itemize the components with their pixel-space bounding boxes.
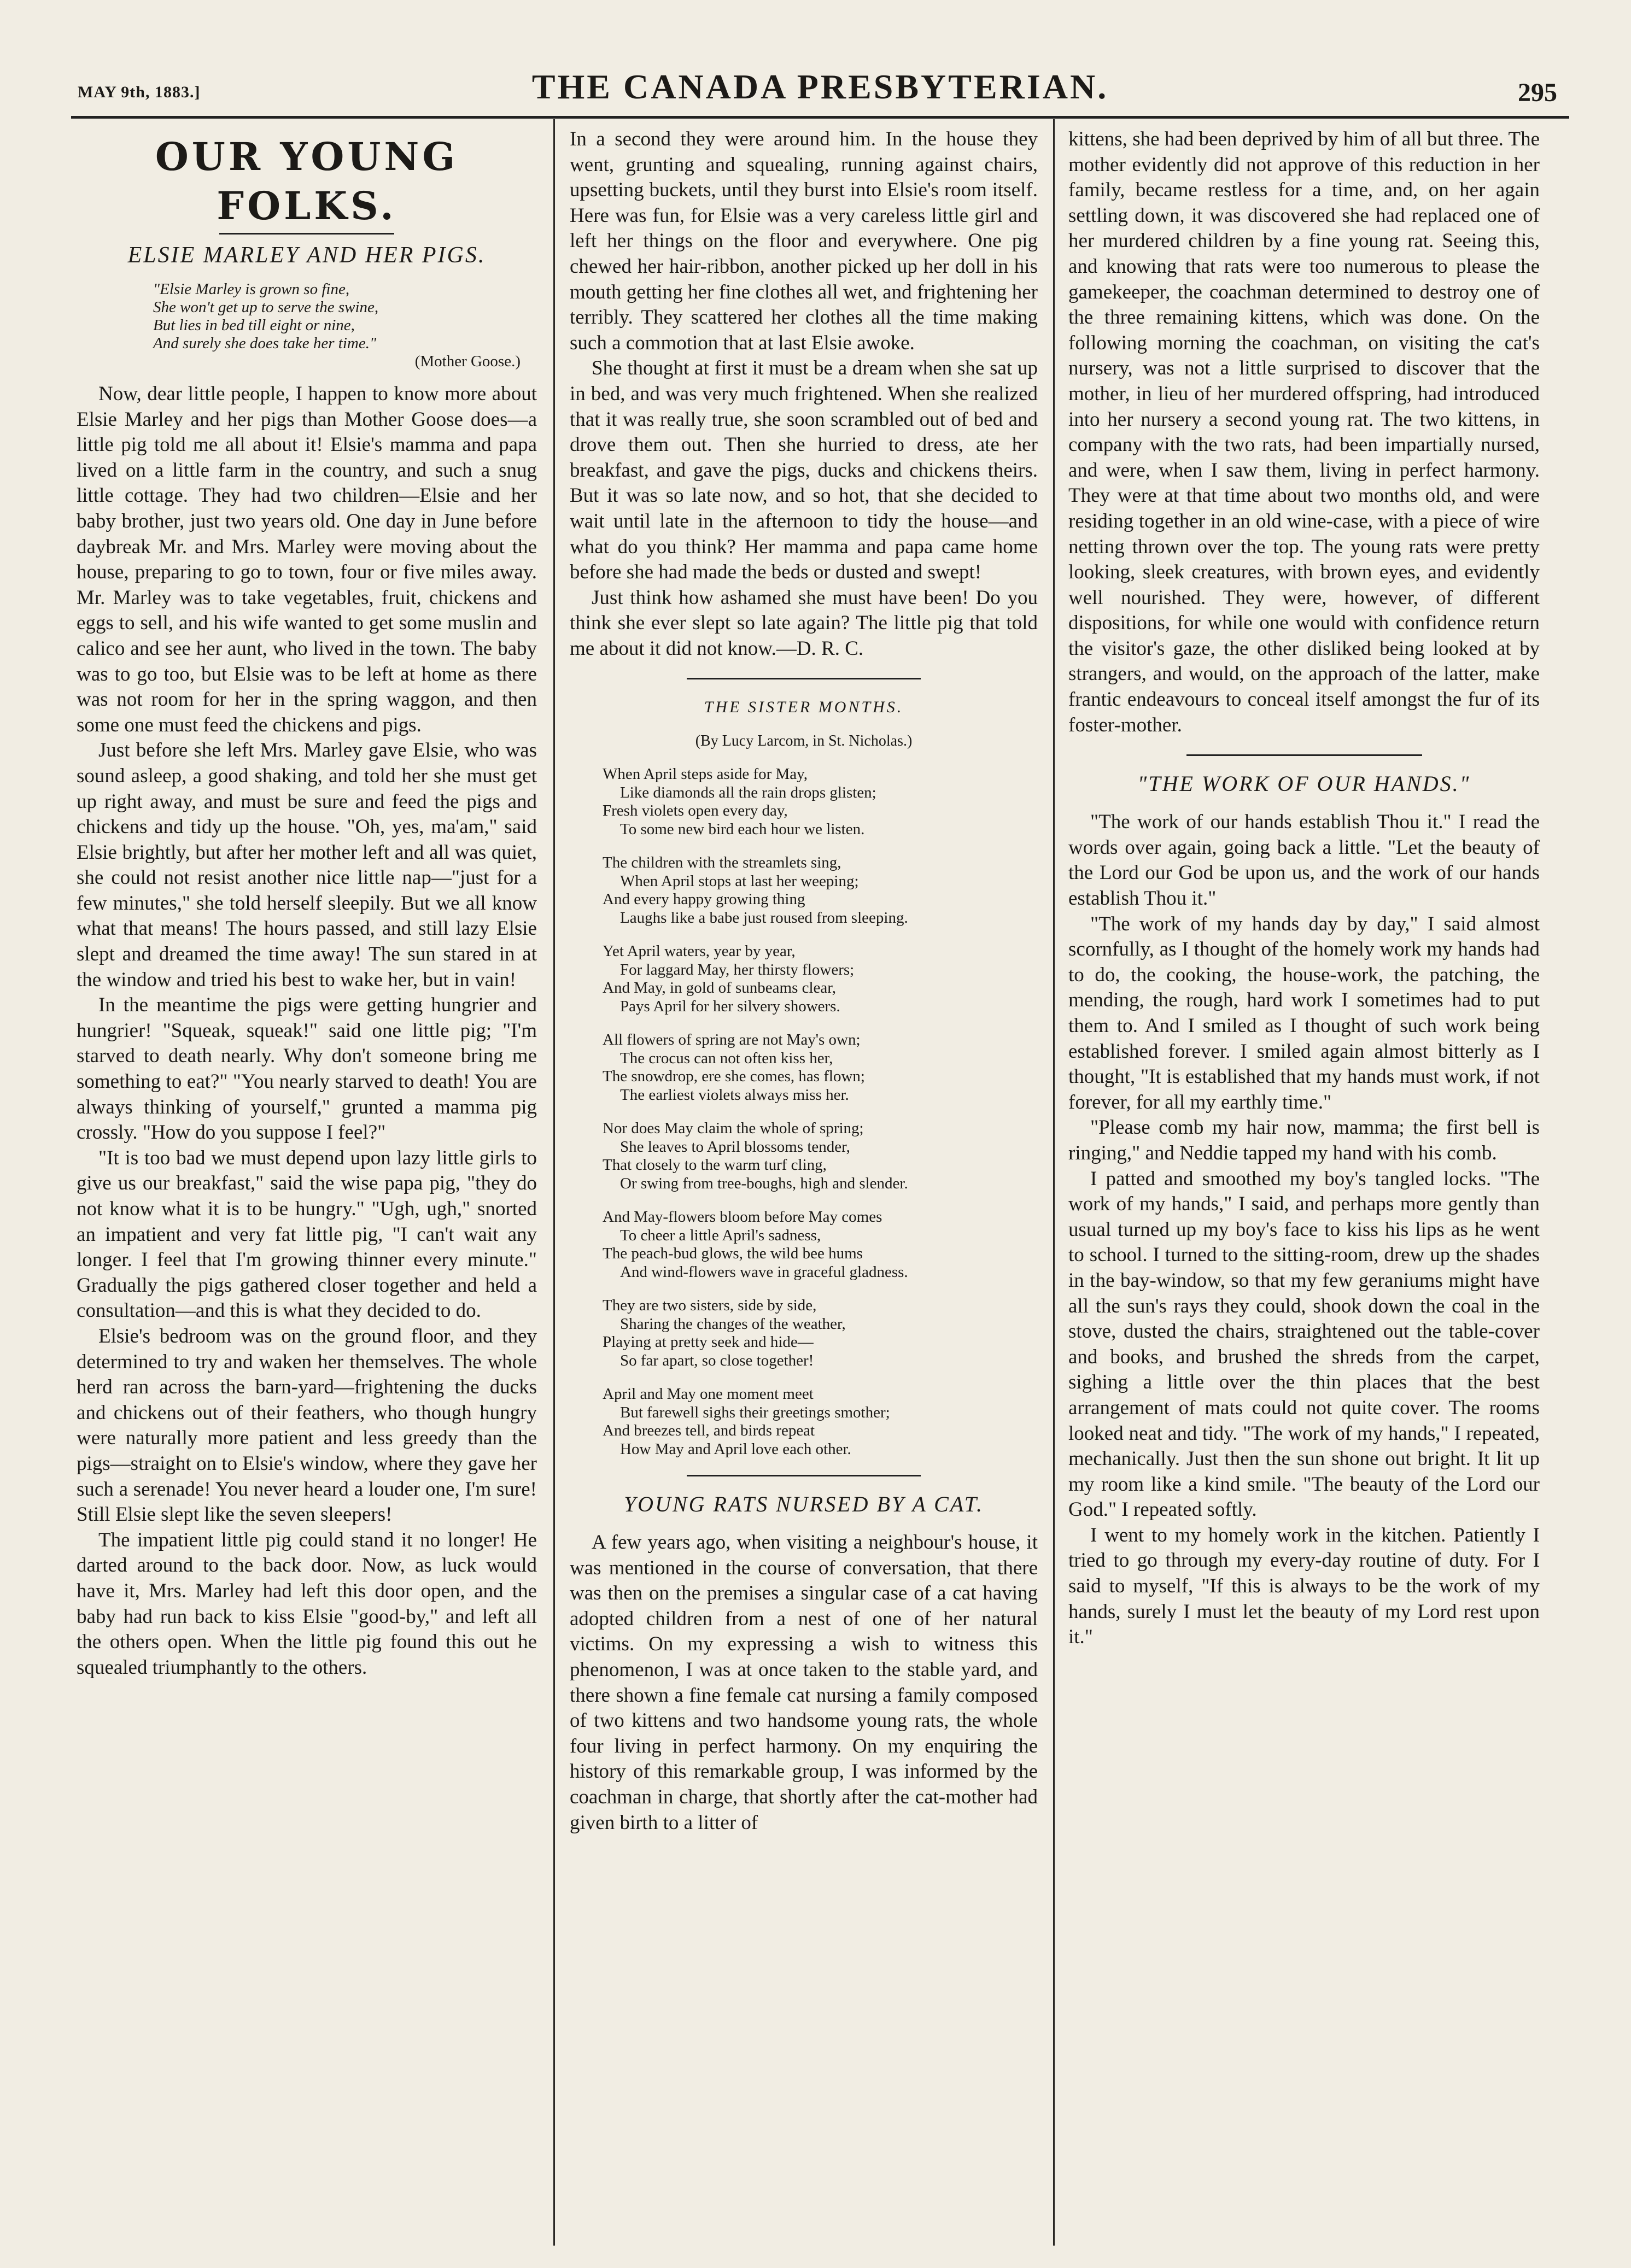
poem-line: They are two sisters, side by side, [603,1297,817,1315]
poem-line: That closely to the warm turf cling, [603,1156,827,1174]
poem-line: Nor does May claim the whole of spring; [603,1120,864,1138]
poem-line: How May and April love each other. [620,1440,851,1458]
paragraph: Elsie's bedroom was on the ground floor, and they determined to try and waken her themselves. The whole herd ran across the barn-yard—frightening the ducks and chickens out of their feathers, who though hungry were naturally more patient and less greedy than the pigs—straight on to Elsie's window, where they gave her such a serenade! You never heard a louder one, I'm sure! Still Elsie slept like the seven sleepers! [77,1325,537,1526]
paragraph: Just before she left Mrs. Marley gave Elsie, who was sound asleep, a good shaking, and told her she must get up right away, and must be sure and feed the pigs and chickens and tidy up the house. "Oh, yes, ma'am," said Elsie brightly, but after her mother left and all was quiet, she could not resist another nice little nap—"just for a few minutes," she told herself sleepily. But we all know what that means! The hours passed, and still lazy Elsie slept and dreamed the time away! The sun stared in at the window and tried his best to wake her, but in vain! [77,739,537,991]
section-rule [1186,754,1422,756]
page-number: 295 [1518,78,1557,107]
column-3 [1068,127,1540,1650]
epigraph-line: But lies in bed till eight or nine, [153,317,355,334]
poem-line: But farewell sighs their greetings smother; [620,1403,890,1421]
poem-line: And May-flowers bloom before May comes [603,1208,882,1226]
page-header [71,61,1569,121]
paragraph: "The work of our hands establish Thou it." I read the words over again, going back a little. "Let the beauty of the Lord our God be upon us, and the work of our hands establish Thou it." [1068,811,1540,910]
poem [603,765,1038,1458]
poem-stanza [603,1120,1038,1193]
poem-line: The children with the streamlets sing, [603,854,841,872]
paragraph: I patted and smoothed my boy's tangled locks. "The work of my hands," I said, and perhaps more gently than usual turned up my boy's face to kiss his lips as he went to school. I turned to the sitting-room, drew up the shades in the bay-window, so that my few geraniums might have all the sun's rays they could, shook down the coal in the stove, dusted the chairs, straightened out the table-cover and books, and brushed the shreds from the carpet, sighing a little over the thin places that the best arrangement of mats could not quite cover. The rooms looked neat and tidy. "The work of my hands," I repeated, mechanically. Just then the sun shone out bright. It lit up my room like a kind smile. "The beauty of the Lord our God." I repeated softly. [1068,1167,1540,1521]
epigraph-line: She won't get up to serve the swine, [153,298,379,316]
story-title-work: "THE WORK OF OUR HANDS." [1137,771,1471,796]
epigraph-source: (Mother Goose.) [414,353,521,370]
poem-line: The peach-bud glows, the wild bee hums [603,1245,863,1263]
story-title-rats: YOUNG RATS NURSED BY A CAT. [623,1492,984,1517]
section-rule [687,1475,921,1476]
poem-line: To cheer a little April's sadness, [620,1226,821,1244]
poem-byline: (By Lucy Larcom, in St. Nicholas.) [695,732,913,750]
paragraph: Just think how ashamed she must have been! Do you think she ever slept so late again? The little pig that told me about it did not know.—D. R. C. [570,586,1038,660]
poem-stanza [603,854,1038,927]
epigraph-line: And surely she does take her time." [153,335,377,352]
poem-line: All flowers of spring are not May's own; [603,1031,861,1049]
poem-line: The earliest violets always miss her. [620,1086,849,1104]
poem-line: So far apart, so close together! [620,1351,814,1369]
column-divider-1 [553,119,555,2246]
epigraph-line: "Elsie Marley is grown so fine, [153,280,350,298]
paragraph: kittens, she had been deprived by him of all but three. The mother evidently did not approve of this reduction in her family, became restless for a time, and, on her again settling down, it was discovered she had replaced one of her murdered children by a fine young rat. Seeing this, and knowing that rats were too numerous to please the gamekeeper, the coachman determined to destroy one of the three remaining kittens, which was done. On the following morning the coachman, on visiting the cat's nursery, was not a little surprised to discover that the mother, in lieu of her murdered offspring, had introduced into her nursery a second young rat. The two kittens, in company with the two rats, had been impartially nursed, and were, when I saw them, living in perfect harmony. They were at that time about two months old, and were residing together in an old wine-case, with a piece of wire netting thrown over the top. The young rats were pretty looking, sleek creatures, with brown eyes, and evidently well nourished. They were, however, of different dispositions, for while one would with confidence return the visitor's gaze, the other disliked being looked at by strangers, and would, on the approach of the latter, make frantic endeavours to conceal itself amongst the fur of its foster-mother. [1068,128,1540,736]
epigraph [153,280,537,371]
poem-line: Playing at pretty seek and hide— [603,1333,814,1351]
column-divider-2 [1053,119,1055,2246]
poem-line: And breezes tell, and birds repeat [603,1422,815,1440]
section-masthead: OUR YOUNG FOLKS. [155,134,459,228]
poem-line: And every happy growing thing [603,890,805,909]
header-rule [71,116,1569,119]
poem-stanza [603,942,1038,1016]
story-title-elsie: ELSIE MARLEY AND HER PIGS. [127,243,486,268]
masthead-rule [219,233,394,235]
column-1 [77,127,537,1680]
paragraph: In a second they were around him. In the house they went, grunting and squealing, running against chairs, upsetting buckets, until they burst into Elsie's room itself. Here was fun, for Elsie was a very careless little girl and left her things on the floor and everywhere. One pig chewed her hair-ribbon, another picked up her doll in his mouth getting her fine clothes all wet, and frightening her terribly. They scattered her clothes all the time making such a commotion that at last Elsie awoke. [570,128,1038,354]
paragraph: "It is too bad we must depend upon lazy little girls to give us our breakfast," said the wise papa pig, "they do not know what it is to be hungry." "Ugh, ugh," snorted an impatient and very fat little pig, "I can't wait any longer. I feel that I'm growing thinner every minute." Gradually the pigs gathered closer together and held a consultation—and this is what they decided to do. [77,1146,537,1322]
poem-line: The crocus can not often kiss her, [620,1049,833,1067]
paragraph: "Please comb my hair now, mamma; the first bell is ringing," and Neddie tapped my hand with his comb. [1068,1116,1540,1164]
poem-line: Like diamonds all the rain drops glisten; [620,783,876,801]
paragraph: I went to my homely work in the kitchen. Patiently I tried to go through my every-day routine of duty. For I said to myself, "If this is always to be the work of my hands, surely I must let the beauty of my Lord rest upon it." [1068,1523,1540,1649]
poem-stanza [603,1297,1038,1370]
paragraph: She thought at first it must be a dream when she sat up in bed, and was very much frightened. When she realized that it was really true, she soon scrambled out of bed and drove them out. Then she hurried to dress, ate her breakfast, and gave the pigs, ducks and chickens theirs. But it was so late now, and so hot, that she decided to wait until late in the afternoon to tidy the house—and what do you think? Her mamma and papa came home before she had made the beds or dusted and swept! [570,357,1038,584]
poem-line: To some new bird each hour we listen. [620,820,865,838]
poem-line: And wind-flowers wave in graceful gladness. [620,1263,908,1281]
issue-date: MAY 9th, 1883.] [78,83,201,101]
poem-line: And May, in gold of sunbeams clear, [603,979,837,997]
poem-line: When April steps aside for May, [603,765,808,783]
poem-line: Yet April waters, year by year, [603,942,796,960]
poem-title: THE SISTER MONTHS. [704,698,904,717]
poem-line: Fresh violets open every day, [603,802,788,820]
poem-stanza [603,1385,1038,1458]
poem-line: The snowdrop, ere she comes, has flown; [603,1068,865,1086]
poem-line: Or swing from tree-boughs, high and slender. [620,1174,908,1192]
paragraph: "The work of my hands day by day," I said almost scornfully, as I thought of the homely work my hands had to do, the cooking, the house-work, the patching, the mending, the rough, hard work I sometimes had to put them to. And I smiled as I thought of such work being established forever. I smiled again almost bitterly as I thought, "It is established that my hands must work, if not forever, for all my earthly time." [1068,912,1540,1114]
column-2 [570,127,1038,1836]
paragraph: In the meantime the pigs were getting hungrier and hungrier! "Squeak, squeak!" said one little pig; "I'm starved to death nearly. Why don't someone bring me something to eat?" "You nearly starved to death! You are always thinking of yourself," grunted a mamma pig crossly. "How do you suppose I feel?" [77,994,537,1144]
poem-stanza [603,1208,1038,1281]
poem-line: Pays April for her silvery showers. [620,997,840,1015]
paragraph: A few years ago, when visiting a neighbour's house, it was mentioned in the course of conversation, that there was then on the premises a singular case of a cat having adopted children from a nest of one of her natural victims. On my expressing a wish to witness this phenomenon, I was at once taken to the stable yard, and there shown a fine female cat nursing a family composed of two kittens and two handsome young rats, the whole four living in perfect harmony. On my enquiring the history of this remarkable group, I was informed by the coachman in charge, that shortly after the cat-mother had given birth to a litter of [570,1531,1038,1834]
paragraph: Now, dear little people, I happen to know more about Elsie Marley and her pigs than Mother Goose does—a little pig told me all about it! Elsie's mamma and papa lived on a little farm in the country, and such a snug little cottage. They had two children—Elsie and her baby brother, just two years old. One day in June before daybreak Mr. and Mrs. Marley were moving about the house, preparing to go to town, four or five miles away. Mr. Marley was to take vegetables, fruit, chickens and eggs to sell, and his wife wanted to get some muslin and calico and see her aunt, who lived in the town. The baby was to go too, but Elsie was to be left at home as there was not room for her in the spring waggon, and then some one must feed the chickens and pigs. [77,383,537,736]
poem-stanza [603,765,1038,839]
poem-line: Sharing the changes of the weather, [620,1315,846,1333]
poem-line: April and May one moment meet [603,1385,814,1403]
poem-line: Laughs like a babe just roused from sleeping. [620,909,908,927]
poem-stanza [603,1031,1038,1104]
poem-line: For laggard May, her thirsty flowers; [620,960,855,978]
paragraph: The impatient little pig could stand it no longer! He darted around to the back door. Now, as luck would have it, Mrs. Marley had left this door open, and the baby had run back to kiss Elsie "good-by," and left all the others open. When the little pig found this out he squealed triumphantly to the others. [77,1528,537,1679]
newspaper-title: THE CANADA PRESBYTERIAN. [531,67,1109,106]
section-rule [687,678,921,679]
poem-line: When April stops at last her weeping; [620,872,859,890]
poem-line: She leaves to April blossoms tender, [620,1138,850,1156]
